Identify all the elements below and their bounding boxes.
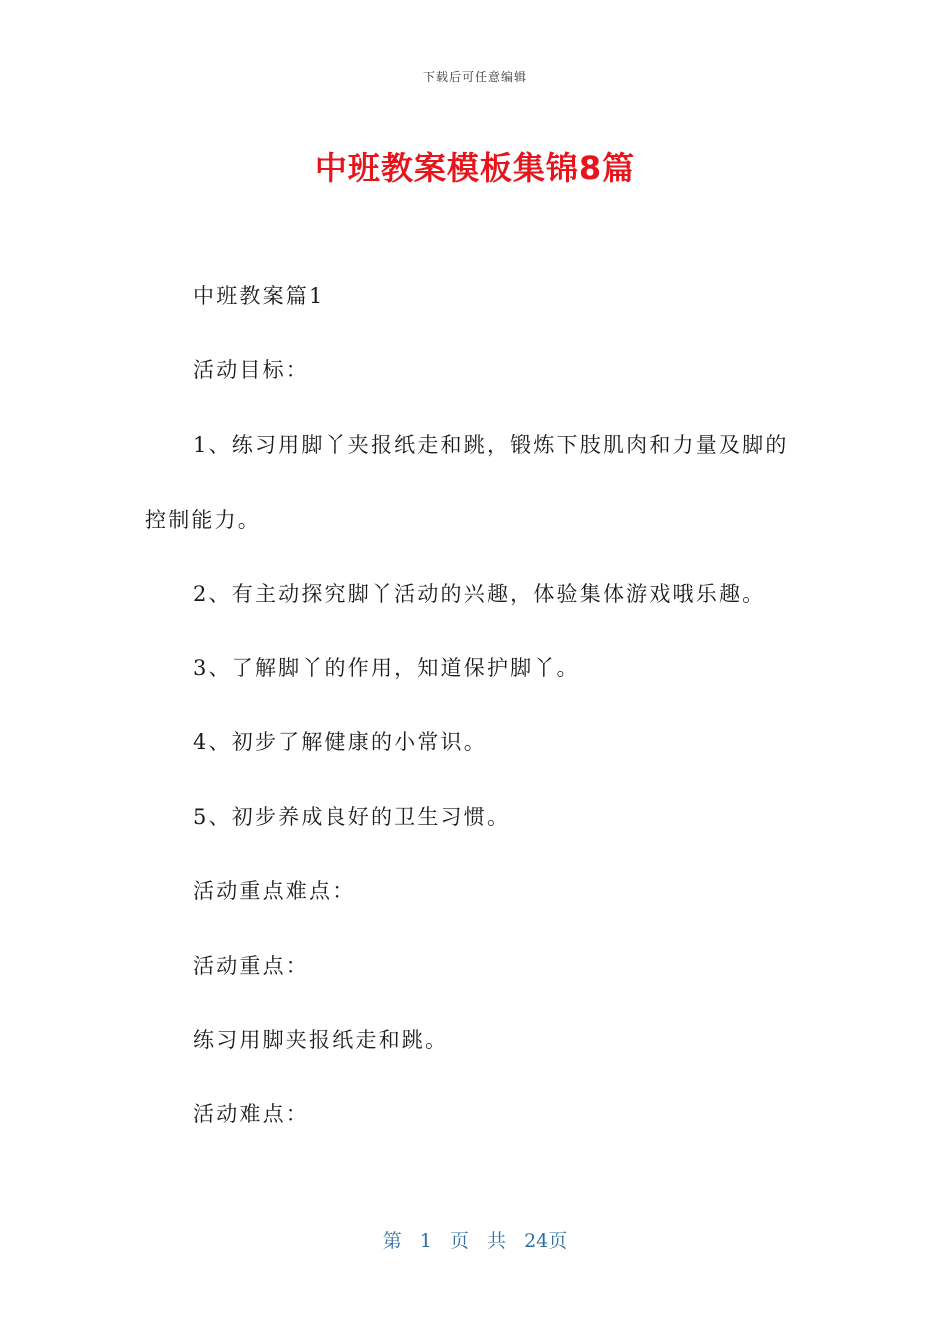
section-heading: 中班教案篇1 (193, 284, 325, 308)
footer-page-word: 页 (449, 1230, 469, 1252)
paragraph: 活动难点： (193, 1102, 309, 1126)
header-note: 下载后可任意编辑 (422, 70, 527, 84)
document-title: 中班教案模板集锦8篇 (314, 149, 636, 187)
paragraph: 5、初步养成良好的卫生习惯。 (193, 805, 511, 829)
footer-total-word: 共 (487, 1230, 507, 1252)
paragraph: 活动重点难点： (193, 879, 356, 903)
paragraph: 3、了解脚丫的作用，知道保护脚丫。 (193, 656, 580, 680)
paragraph: 4、初步了解健康的小常识。 (193, 730, 487, 754)
paragraph: 2、有主动探究脚丫活动的兴趣，体验集体游戏哦乐趣。 (193, 582, 766, 606)
paragraph: 活动目标： (193, 358, 309, 382)
page-footer (0, 1226, 950, 1253)
paragraph: 1、练习用脚丫夹报纸走和跳，锻炼下肢肌肉和力量及脚的 (193, 433, 789, 457)
paragraph: 活动重点： (193, 954, 309, 978)
paragraph: 练习用脚夹报纸走和跳。 (193, 1028, 449, 1052)
paragraph: 控制能力。 (145, 508, 261, 532)
footer-current-page: 1 (419, 1230, 432, 1252)
footer-prefix: 第 (382, 1230, 402, 1252)
footer-total-pages: 24页 (524, 1230, 568, 1252)
